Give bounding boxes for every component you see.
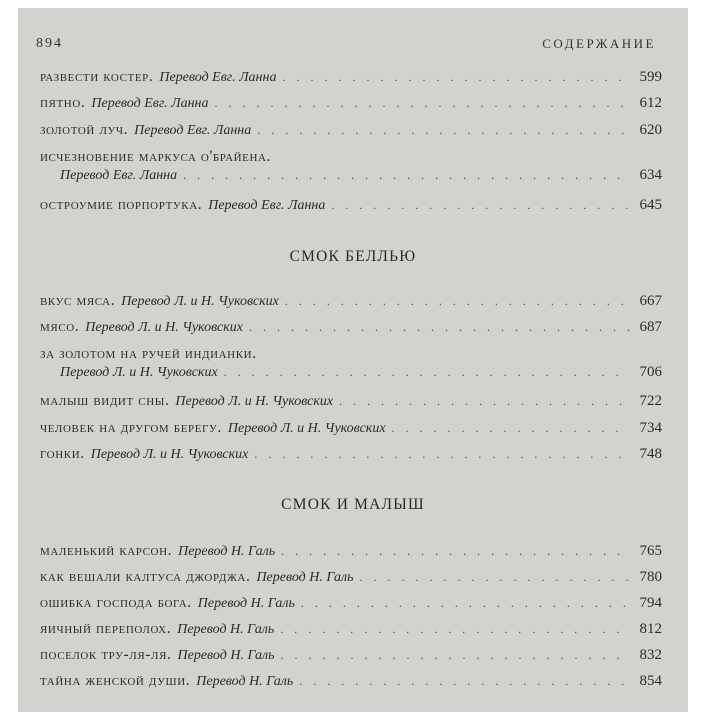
entry-title: за золотом на ручей индианки. [40,345,257,362]
entry-page: 780 [639,569,662,585]
entry-translator: Перевод Евг. Ланна [91,96,209,111]
dot-leader [254,445,630,463]
entry-title: малыш видит сны. [40,392,170,409]
dot-leader [249,318,630,336]
entry-translator: Перевод Л. и Н. Чуковских [85,320,243,335]
entry-translator: Перевод Н. Галь [177,622,275,637]
dot-leader [257,121,630,139]
entry-translator: Перевод Евг. Ланна [60,168,178,183]
toc-entry [40,94,662,113]
dot-leader [281,542,630,560]
entry-page: 612 [639,95,662,111]
toc-entry [40,568,662,587]
entry-page: 645 [639,197,662,213]
entry-page: 706 [639,364,662,380]
toc-entry [40,292,662,311]
dot-leader [301,594,630,612]
toc-entry [40,419,662,438]
dot-leader [299,672,630,690]
entry-translator: Перевод Л. и Н. Чуковских [175,394,334,409]
entry-title: остроумие порпортука. [40,196,203,213]
entry-title: пятно. [40,94,86,111]
entry-translator: Перевод Л. и Н. Чуковских [90,447,249,462]
entry-title: исчезновение маркуса о'брайена. [40,148,272,165]
entry-title: ошибка господа бога. [40,594,192,611]
entry-title: вкус мяса. [40,292,116,309]
entry-page: 687 [639,319,662,335]
entry-translator: Перевод Л. и Н. Чуковских [227,421,386,436]
toc-entry [40,392,662,411]
entry-translator: Перевод Евг. Ланна [208,198,326,213]
toc-entry [40,672,662,691]
dot-leader [280,620,630,638]
toc-entry [40,196,662,215]
dot-leader [214,94,630,112]
entry-translator: Перевод Н. Галь [197,596,295,611]
dot-leader [392,419,630,437]
entry-title: поселок тру-ля-ля. [40,646,172,663]
toc-entry [40,542,662,561]
entry-title: человек на другом берегу. [40,419,222,436]
entry-page: 722 [639,393,662,409]
toc-entry [40,345,662,382]
entry-page: 667 [639,293,662,309]
dot-leader [359,568,630,586]
dot-leader [281,646,630,664]
toc-entry [40,68,662,87]
entry-page: 794 [639,595,662,611]
toc-entry [40,445,662,464]
entry-page: 599 [639,69,662,85]
dot-leader [282,68,630,86]
toc-entry [40,646,662,665]
page-number: 894 [36,36,63,51]
entry-translator: Перевод Л. и Н. Чуковских [60,365,218,380]
entry-page: 832 [639,647,662,663]
entry-page: 748 [639,446,662,462]
entry-page: 765 [639,543,662,559]
entry-translator: Перевод Н. Галь [178,544,276,559]
section-heading: СМОК БЕЛЛЬЮ [289,248,417,265]
entry-page: 812 [639,621,662,637]
entry-title: яичный переполох. [40,620,172,637]
toc-entry [40,620,662,639]
dot-leader [331,196,630,214]
entry-title: гонки. [40,445,85,462]
toc-entry [40,594,662,613]
entry-title: развести костер. [40,68,154,85]
entry-translator: Перевод Евг. Ланна [134,123,252,138]
entry-title: мясо. [40,318,80,335]
entry-title: тайна женской души. [40,672,191,689]
dot-leader [224,363,630,381]
entry-translator: Перевод Л. и Н. Чуковских [121,294,279,309]
entry-page: 854 [639,673,662,689]
entry-title: маленький карсон. [40,542,173,559]
toc-entry [40,148,662,185]
running-title: СОДЕРЖАНИЕ [542,36,656,51]
book-page [18,8,688,712]
entry-translator: Перевод Н. Галь [256,570,354,585]
entry-page: 634 [639,167,662,183]
entry-translator: Перевод Н. Галь [177,648,275,663]
entry-translator: Перевод Н. Галь [196,674,294,689]
dot-leader [285,292,630,310]
entry-translator: Перевод Евг. Ланна [159,70,277,85]
toc-entry [40,318,662,337]
dot-leader [183,166,630,184]
entry-page: 620 [639,122,662,138]
dot-leader [339,392,630,410]
toc-entry [40,121,662,140]
entry-title: как вешали калтуса джорджа. [40,568,251,585]
section-heading: СМОК И МАЛЫШ [281,496,425,513]
entry-page: 734 [639,420,662,436]
entry-title: золотой луч. [40,121,129,138]
